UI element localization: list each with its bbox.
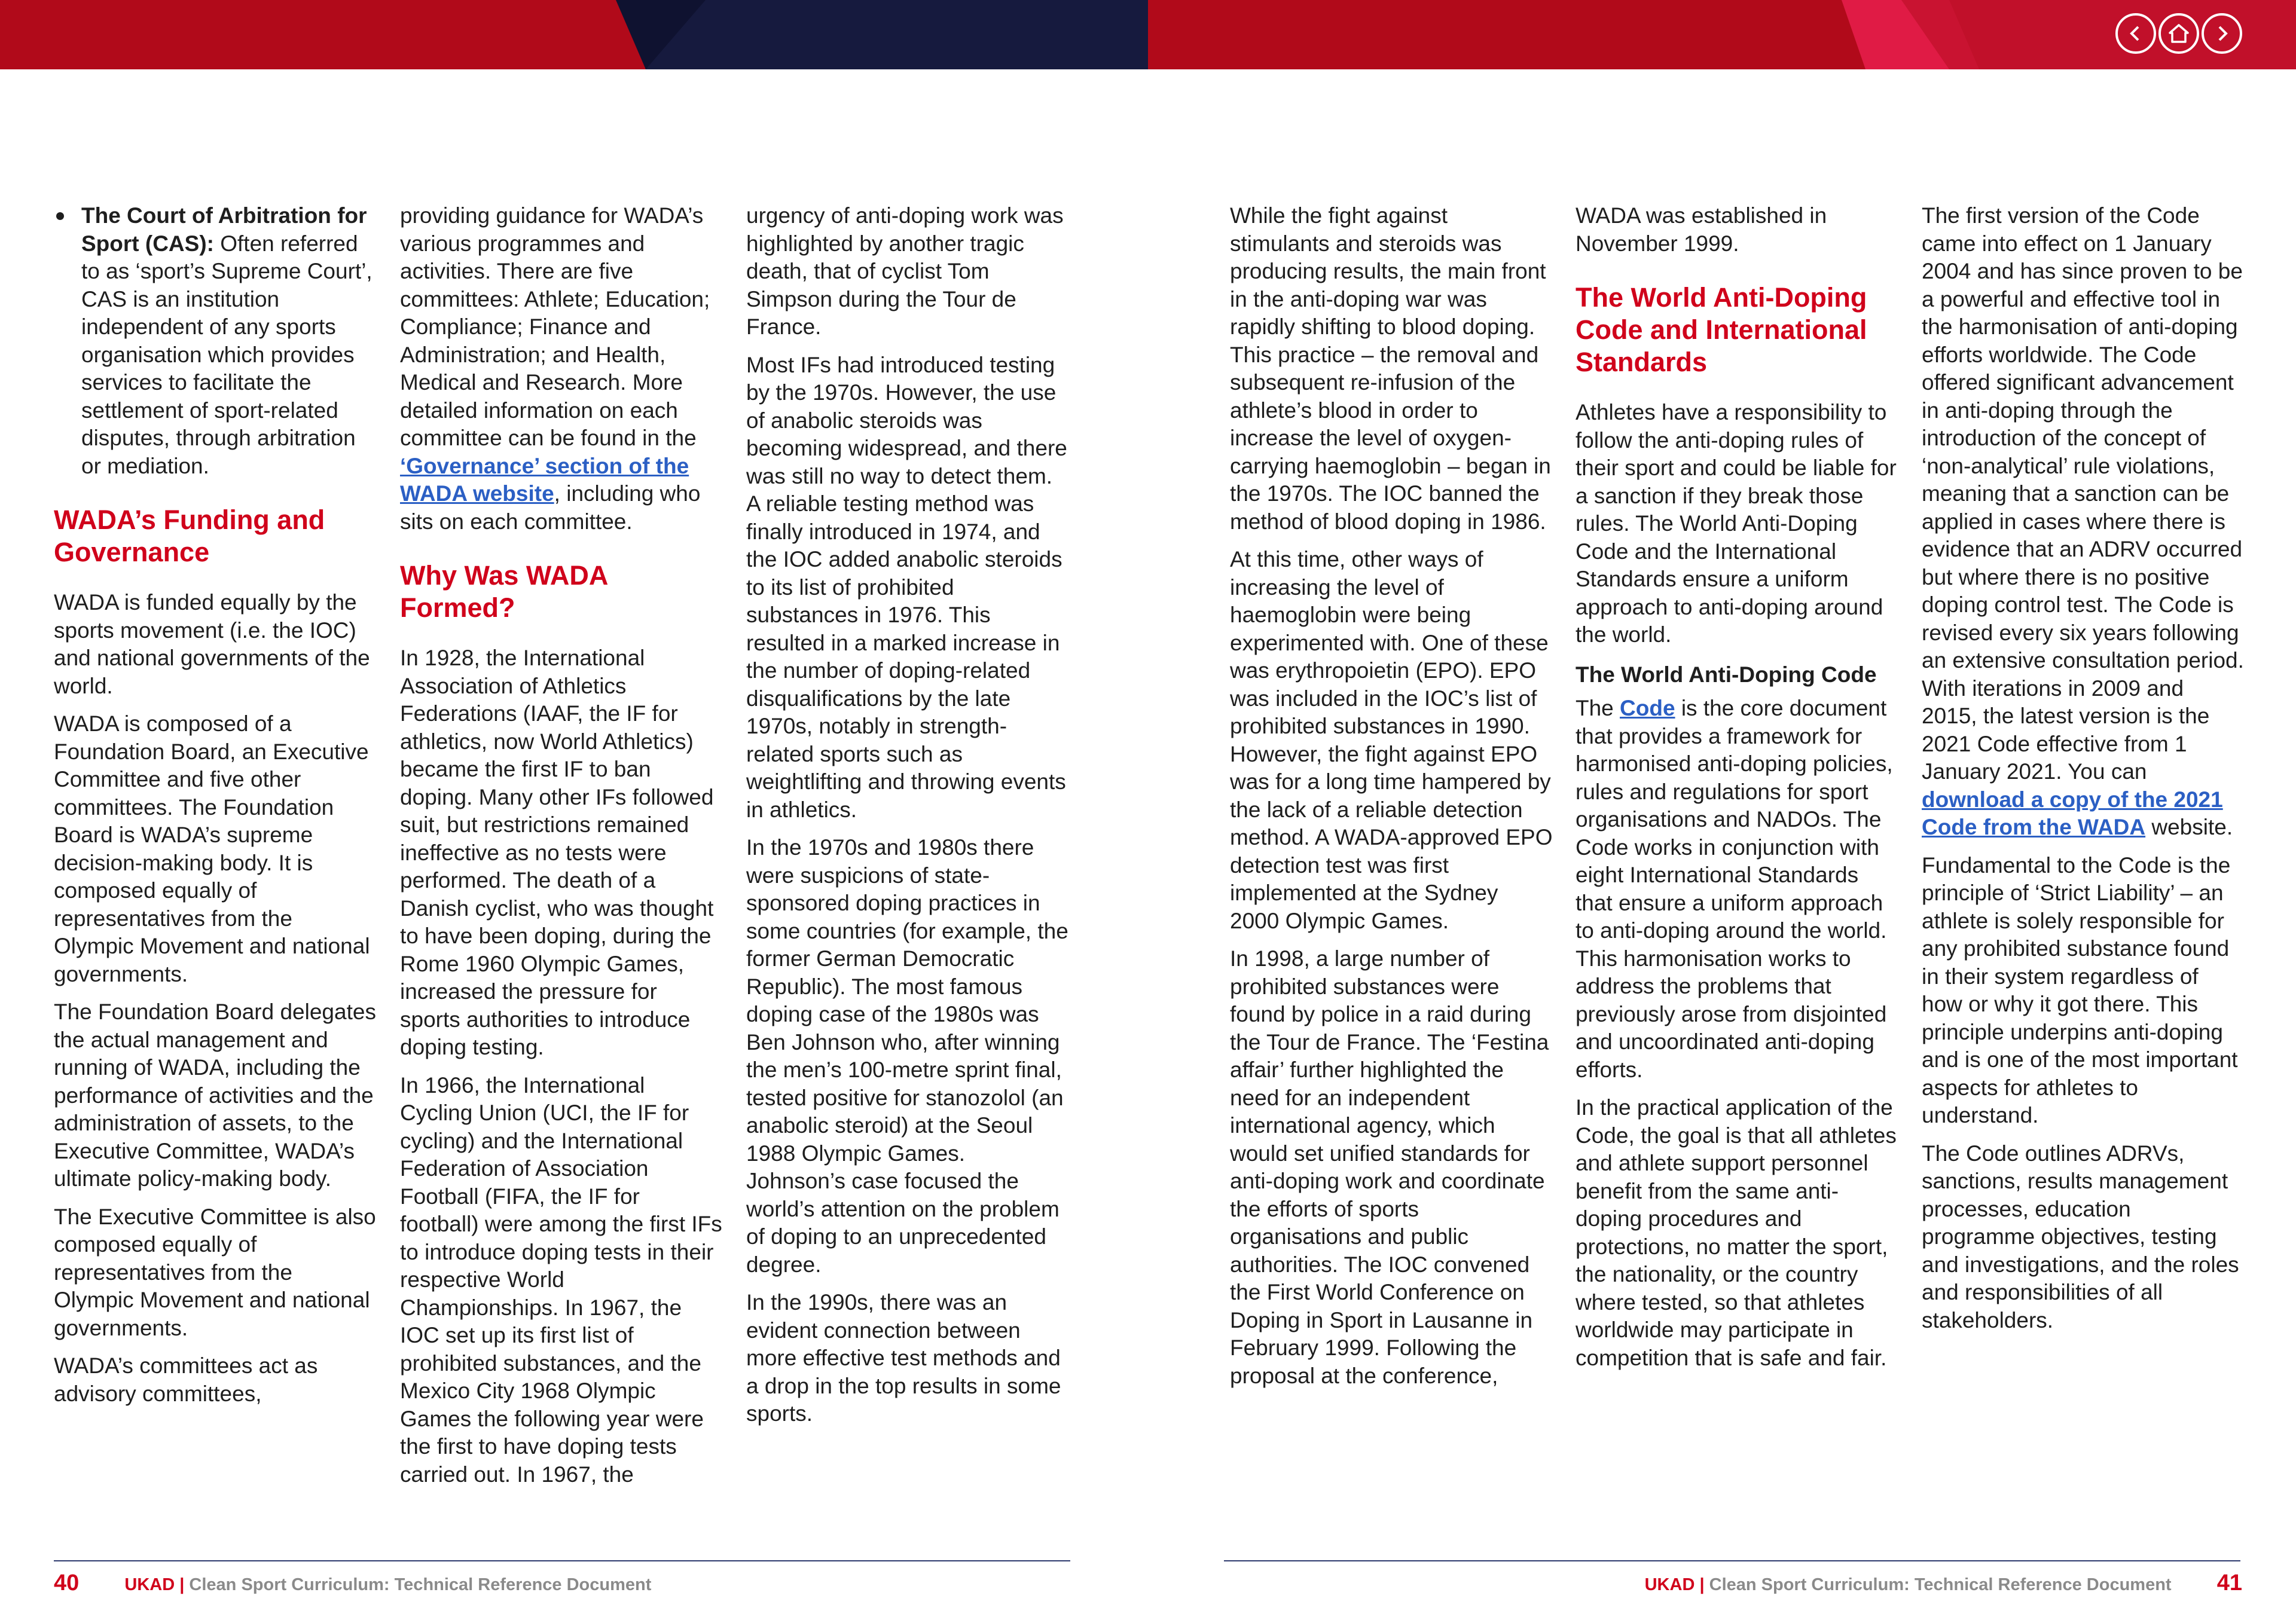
banner-graphic (0, 0, 2296, 69)
page-number: 41 (2216, 1570, 2242, 1596)
chevron-right-icon (2213, 25, 2231, 42)
right-footer-rule (1224, 1560, 2240, 1561)
code-link[interactable]: Code (1620, 696, 1675, 720)
code-standards-heading: The World Anti-Doping Code and International Standards (1576, 282, 1867, 377)
page-number: 40 (54, 1570, 80, 1596)
home-button[interactable] (2158, 13, 2199, 54)
download-code-link[interactable]: download a copy of the 2021 Code from the WADA (1922, 787, 2223, 839)
paragraph: In the 1990s, there was an evident connection between more effective test methods and a drop in the top results in some sports. (746, 1290, 1061, 1426)
text: website. (2145, 815, 2233, 839)
text: is the core document that provides a framework for harmonised anti-doping policies, rules and regulations for sport organisations and NADOs. The Code works in conjunction with eight International Standards that ensure a uniform approach to anti-doping around the world. This harmonisation works to address the problems that previously arose from disjointed and uncoordinated anti-doping efforts. (1576, 696, 1893, 1082)
paragraph (400, 202, 723, 536)
left-page-footer (54, 1572, 651, 1596)
text: providing guidance for WADA’s various programmes and activities. There are five committees: Athlete; Education; Compliance; Finance and Administration; and Health, Medical and Research. More detailed information on each committee can be found in the (400, 203, 710, 450)
left-page-column-3 (746, 202, 1069, 1438)
governance-section-link[interactable]: ‘Governance’ section of the WADA website (400, 453, 689, 506)
paragraph: The Executive Committee is also composed equally of representatives from the Olympic Movement and national governments. (54, 1204, 376, 1340)
paragraph: WADA is funded equally by the sports movement (i.e. the IOC) and national governments of the world. (54, 590, 370, 698)
chevron-left-icon (2127, 25, 2145, 42)
left-page-column-1 (54, 202, 377, 1418)
text: The (1576, 696, 1620, 720)
left-footer-rule (54, 1560, 1070, 1561)
home-icon (2168, 23, 2190, 44)
paragraph (1922, 202, 2245, 842)
text: , including who sits on each committee. (400, 481, 701, 534)
right-page-column-2 (1576, 202, 1898, 1382)
paragraph: Fundamental to the Code is the principle of ‘Strict Liability’ – an athlete is solely responsible for any prohibited substance found in their system regardless of how or why it got there. This principle underpins anti-doping and is one of the most important aspects for athletes to understand. (1922, 852, 2238, 1127)
paragraph: The Foundation Board delegates the actual management and running of WADA, including the performance of activities and the administration of assets, to the Executive Committee, WADA’s ultimate policy-making body. (54, 1000, 376, 1191)
paragraph: In 1966, the International Cycling Union (UCI, the IF for cycling) and the International Federation of Association Football (FIFA, the IF for football) were among the first IFs to introduce doping tests in their respective World Championships. In 1967, the IOC set up its first list of prohibited substances, and the Mexico City 1968 Olympic Games the following year were the first to have doping tests carried out. In 1967, the (400, 1072, 722, 1487)
cas-bullet-text: Often referred to as ‘sport’s Supreme Court’, CAS is an institution independent of any sports organisation which provides services to facilitate the settlement of sport-related disputes, through arbitration or mediation. (81, 231, 373, 478)
world-anti-doping-code-subheading: The World Anti-Doping Code (1576, 662, 1877, 687)
why-wada-formed-heading: Why Was WADA Formed? (400, 560, 607, 623)
paragraph: While the fight against stimulants and steroids was producing results, the main front in the anti-doping war was rapidly shifting to blood doping. This practice – the removal and subsequent re-infusion of the athlete’s blood in order to increase the level of oxygen-carrying haemoglobin – began in the 1970s. The IOC banned the method of blood doping in 1986. (1230, 203, 1551, 534)
funding-governance-heading: WADA’s Funding and Governance (54, 505, 325, 567)
paragraph: urgency of anti-doping work was highlighted by another tragic death, that of cyclist Tom Simpson during the Tour de France. (746, 203, 1064, 339)
footer-title: Clean Sport Curriculum: Technical Reference Document (1709, 1575, 2172, 1594)
left-page-column-2 (400, 202, 723, 1499)
right-page-column-1 (1230, 202, 1553, 1400)
text: The first version of the Code came into effect on 1 January 2004 and has since proven to be a powerful and effective tool in the harmonisation of anti-doping efforts worldwide. The Code offered significant advancement in anti-doping through the introduction of the concept of ‘non-analytical’ rule violations, meaning that a sanction can be applied in cases where there is evidence that an ADRV occurred but where there is no positive doping control test. The Code is revised every six years following an extensive consultation period. With iterations in 2009 and 2015, the latest version is the 2021 Code effective from 1 January 2021. You can (1922, 203, 2244, 784)
paragraph: Most IFs had introduced testing by the 1970s. However, the use of anabolic steroids was becoming widespread, and there was still no way to detect them. A reliable testing method was finally introduced in 1974, and the IOC added anabolic steroids to its list of prohibited substances in 1976. This resulted in a marked increase in the number of doping-related disqualifications by the late 1970s, notably in strength-related sports such as weightlifting and throwing events in athletics. (746, 352, 1067, 822)
right-page-footer (1645, 1572, 2242, 1596)
paragraph: In the 1970s and 1980s there were suspicions of state-sponsored doping practices in some countries (for example, the former German Democratic Republic). The most famous doping case of the 1980s was Ben Johnson who, after winning the men’s 100-metre sprint final, tested positive for stanozolol (an anabolic steroid) at the Seoul 1988 Olympic Games. Johnson’s case focused the world’s attention on the problem of doping to an unprecedented degree. (746, 835, 1068, 1277)
paragraph (1576, 695, 1898, 1084)
footer-brand: UKAD (124, 1575, 175, 1594)
cas-bullet-item (54, 202, 377, 480)
paragraph: The Code outlines ADRVs, sanctions, results management processes, education programme objectives, testing and investigations, and the roles and responsibilities of all stakeholders. (1922, 1141, 2239, 1332)
cas-bullet-title: The Court of Arbitration for Sport (CAS): (81, 203, 367, 256)
paragraph: At this time, other ways of increasing the level of haemoglobin were being experimented with. One of these was erythropoietin (EPO). EPO was included in the IOC’s list of prohibited substances in 1990. However, the fight against EPO was for a long time hampered by the lack of a reliable detection method. A WADA-approved EPO detection test was first implemented at the Sydney 2000 Olympic Games. (1230, 547, 1553, 933)
footer-title: Clean Sport Curriculum: Technical Reference Document (189, 1575, 652, 1594)
paragraph: WADA was established in November 1999. (1576, 203, 1827, 256)
next-page-button[interactable] (2202, 13, 2242, 54)
footer-brand: UKAD (1644, 1575, 1695, 1594)
paragraph: WADA is composed of a Foundation Board, an Executive Committee and five other committees. The Foundation Board is WADA’s supreme decision-making body. It is composed equally of representatives from the Olympic Movement and national governments. (54, 711, 370, 986)
right-page-column-3 (1922, 202, 2245, 1344)
paragraph: In 1928, the International Association of Athletics Federations (IAAF, the IF for athletics, now World Athletics) became the first IF to ban doping. Many other IFs followed suit, but restrictions remained ineffective as no tests were performed. The death of a Danish cyclist, who was thought to have been doping, during the Rome 1960 Olympic Games, increased the pressure for sports authorities to introduce doping testing. (400, 646, 714, 1059)
header-banner (0, 0, 2296, 69)
footer-separator: | (175, 1575, 190, 1594)
paragraph: Athletes have a responsibility to follow the anti-doping rules of their sport and could be liable for a sanction if they break those rules. The World Anti-Doping Code and the International Standards ensure a uniform approach to anti-doping around the world. (1576, 400, 1897, 647)
previous-page-button[interactable] (2115, 13, 2156, 54)
footer-separator: | (1694, 1575, 1709, 1594)
paragraph: In 1998, a large number of prohibited substances were found by police in a raid during the Tour de France. The ‘Festina affair’ further highlighted the need for an independent international agency, which would set unified standards for anti-doping work and coordinate the efforts of sports organisations and public authorities. The IOC convened the First World Conference on Doping in Sport in Lausanne in February 1999. Following the proposal at the conference, (1230, 946, 1549, 1388)
paragraph: WADA’s committees act as advisory committees, (54, 1353, 318, 1406)
page-navigation (2115, 13, 2242, 54)
paragraph: In the practical application of the Code, the goal is that all athletes and athlete support personnel benefit from the same anti-doping procedures and protections, no matter the sport, the nationality, or the country where tested, so that athletes worldwide may participate in competition that is safe and fair. (1576, 1095, 1897, 1370)
